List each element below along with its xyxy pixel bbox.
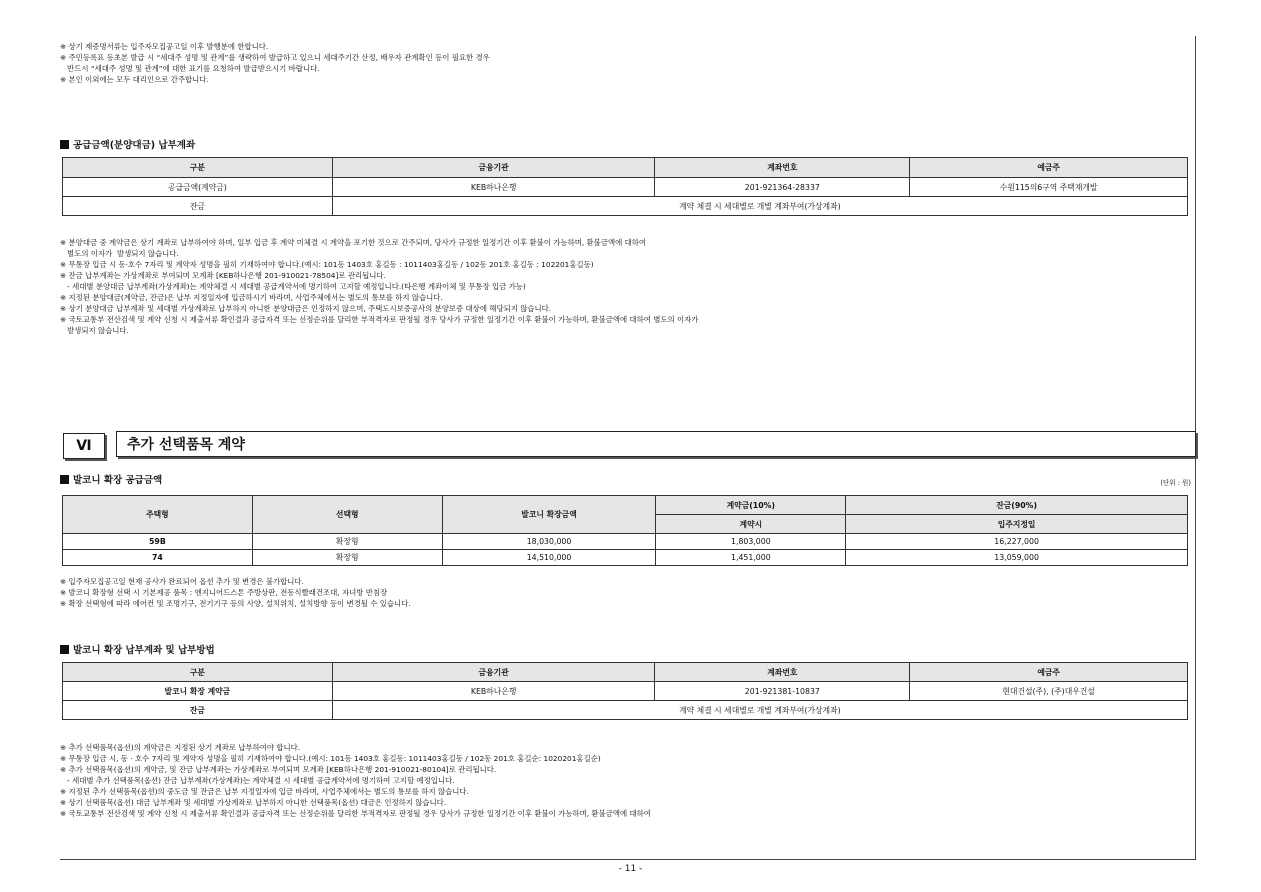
- note-line: ※ 지정된 분양대금(계약금, 잔금)은 납부 지정일자에 입금하시기 바라며, 사업주체에서는 별도의 통보를 하지 않습니다.: [60, 293, 443, 302]
- col-header: 주택형: [63, 496, 253, 534]
- note-line: ※ 발코니 확장형 선택 시 기본제공 품목 : 엔지니어드스톤 주방상판, 전동식빨래건조대, 자녀방 반침장: [60, 588, 388, 597]
- note-line: ※ 분양대금 중 계약금은 상기 계좌로 납부하여야 하며, 일부 입금 후 계약 미체결 시 계약을 포기한 것으로 간주되며, 당사가 규정한 일정기간 이후 환불이 가능하며, 환불금액에 대하여: [60, 238, 647, 247]
- section-number: Ⅵ: [63, 433, 105, 459]
- note-line: ※ 지정된 추가 선택품목(옵션)의 중도금 및 잔금은 납부 지정일자에 입금 바라며, 사업주체에서는 별도의 통보를 하지 않습니다.: [60, 787, 469, 796]
- table-cell: 확장형: [252, 550, 442, 566]
- table-cell: 현대건설(주), (주)대우건설: [910, 682, 1188, 701]
- col-header: 예금주: [910, 158, 1188, 178]
- balcony-price-notes: [60, 576, 411, 609]
- col-header: 구분: [63, 663, 333, 682]
- table-cell: 1,803,000: [656, 534, 846, 550]
- note-line: ※ 추가 선택품목(옵션)의 계약금은 지정된 상기 계좌로 납부하여야 합니다.: [60, 743, 301, 752]
- note-line: ※ 본인 이외에는 모두 대리인으로 간주합니다.: [60, 75, 209, 84]
- balcony-price-table: [62, 495, 1188, 566]
- table-cell: 201-921381-10837: [655, 682, 910, 701]
- table-cell: 확장형: [252, 534, 442, 550]
- col-header: 선택형: [252, 496, 442, 534]
- table-cell: 잔금: [63, 701, 333, 720]
- section-heading-supply-account: 공급금액(분양대금) 납부계좌: [60, 137, 195, 151]
- section-heading-balcony-price: 발코니 확장 공급금액: [60, 472, 162, 486]
- col-header: 금융기관: [332, 663, 655, 682]
- note-line: ※ 상기 선택품목(옵션) 대금 납부계좌 및 세대별 가상계좌로 납부하지 아니한 선택품목(옵션) 대금은 인정하지 않습니다.: [60, 798, 447, 807]
- page-number: - 11 -: [618, 864, 643, 874]
- note-line: ※ 추가 선택품목(옵션)의 계약금, 및 잔금 납부계좌는 가상계좌로 부여되며 모계좌 [KEB하나은행 201-910021-80104]로 관리됩니다.: [60, 765, 497, 774]
- table-cell: KEB하나은행: [332, 682, 655, 701]
- note-line: 발생되지 않습니다.: [60, 326, 129, 335]
- section-heading-balcony-account: 발코니 확장 납부계좌 및 납부방법: [60, 642, 215, 656]
- table-cell: 1,451,000: [656, 550, 846, 566]
- note-line: ※ 국토교통부 전산검색 및 계약 신청 시 제출서류 확인결과 공급자격 또는 선정순위를 달리한 부적격자로 판정될 경우 당사가 규정한 일정기간 이후 환불이 가능하며, 환불금액에 대하여: [60, 809, 651, 818]
- table-cell: 18,030,000: [442, 534, 656, 550]
- supply-account-notes: [60, 237, 698, 336]
- note-line: - 세대별 분양대금 납부계좌(가상계좌)는 계약체결 시 세대별 공급계약서에 명기하여 고지할 예정입니다.(타은행 계좌이체 및 무통장 입금 가능): [60, 282, 526, 291]
- note-line: 반드시 “세대주 성명 및 관계”에 대한 표기를 요청하여 발급받으시기 바랍니다.: [60, 64, 320, 73]
- col-subheader: 입주지정일: [846, 515, 1188, 534]
- col-header: 발코니 확장금액: [442, 496, 656, 534]
- table-cell: 공급금액(계약금): [63, 178, 333, 197]
- supply-account-table: [62, 157, 1188, 216]
- note-line: 별도의 이자가 발생되지 않습니다.: [60, 249, 179, 258]
- col-header: 금융기관: [332, 158, 655, 178]
- col-header: 계좌번호: [655, 663, 910, 682]
- col-header: 예금주: [910, 663, 1188, 682]
- table-cell: 74: [63, 550, 253, 566]
- note-line: ※ 무통장 입금 시, 동 · 호수 7자리 및 계약자 성명을 필히 기재하여야 합니다.(예시: 101동 1403호 홍길동: 1011403홍길동 / 102동 201호 홍길순: 1020201홍길순): [60, 754, 601, 763]
- table-cell: 계약 체결 시 세대별로 개별 계좌부여(가상계좌): [332, 701, 1187, 720]
- intro-notes: [60, 41, 490, 85]
- table-cell: 59B: [63, 534, 253, 550]
- unit-label: (단위 : 원): [1160, 479, 1191, 487]
- col-header: 잔금(90%): [846, 496, 1188, 515]
- note-line: ※ 주민등록표 등초본 발급 시 “세대주 성명 및 관계”를 생략하여 발급하고 있으니 세대주기간 산정, 배우자 관계확인 등이 필요한 경우: [60, 53, 490, 62]
- note-line: - 세대별 추가 선택품목(옵션) 잔금 납부계좌(가상계좌)는 계약체결 시 세대별 공급계약서에 명기하여 고지할 예정입니다.: [60, 776, 455, 785]
- note-line: ※ 잔금 납부계좌는 가상계좌로 부여되며 모계좌 [KEB하나은행 201-910021-78504]로 관리됩니다.: [60, 271, 386, 280]
- balcony-account-notes: [60, 742, 651, 819]
- table-cell: 16,227,000: [846, 534, 1188, 550]
- table-cell: 계약 체결 시 세대별로 개별 계좌부여(가상계좌): [332, 197, 1187, 216]
- table-cell: 잔금: [63, 197, 333, 216]
- note-line: ※ 국토교통부 전산검색 및 계약 신청 시 제출서류 확인결과 공급자격 또는 선정순위를 달리한 부적격자로 판정될 경우 당사가 규정한 일정기간 이후 환불이 가능하며, 환불금액에 대하여 별도의 이자가: [60, 315, 699, 324]
- col-subheader: 계약시: [656, 515, 846, 534]
- balcony-account-table: [62, 662, 1188, 720]
- col-header: 구분: [63, 158, 333, 178]
- table-cell: 수원115의6구역 주택재개발: [910, 178, 1188, 197]
- note-line: ※ 상기 제증명서류는 입주자모집공고일 이후 발행분에 한합니다.: [60, 42, 269, 51]
- section-vi-header: [60, 431, 1196, 457]
- table-cell: 14,510,000: [442, 550, 656, 566]
- note-line: ※ 확장 선택형에 따라 에어컨 및 조명기구, 전기기구 등의 사양, 설치위치, 설치방향 등이 변경될 수 있습니다.: [60, 599, 411, 608]
- col-header: 계좌번호: [655, 158, 910, 178]
- note-line: ※ 무통장 입금 시 동·호수 7자리 및 계약자 성명을 필히 기재하여야 합니다.(예시: 101동 1403호 홍길동 : 1011403홍길동 / 102동 201호 홍길동 : 102201홍길동): [60, 260, 594, 269]
- col-header: 계약금(10%): [656, 496, 846, 515]
- section-title: 추가 선택품목 계약: [116, 431, 1196, 457]
- table-cell: 발코니 확장 계약금: [63, 682, 333, 701]
- note-line: ※ 상기 분양대금 납부계좌 및 세대별 가상계좌로 납부하지 아니한 분양대금은 인정하지 않으며, 주택도시보증공사의 분양보증 대상에 해당되지 않습니다.: [60, 304, 552, 313]
- note-line: ※ 입주자모집공고일 현재 공사가 완료되어 옵션 추가 및 변경은 불가합니다.: [60, 577, 304, 586]
- table-cell: 201-921364-28337: [655, 178, 910, 197]
- table-cell: 13,059,000: [846, 550, 1188, 566]
- table-cell: KEB하나은행: [332, 178, 655, 197]
